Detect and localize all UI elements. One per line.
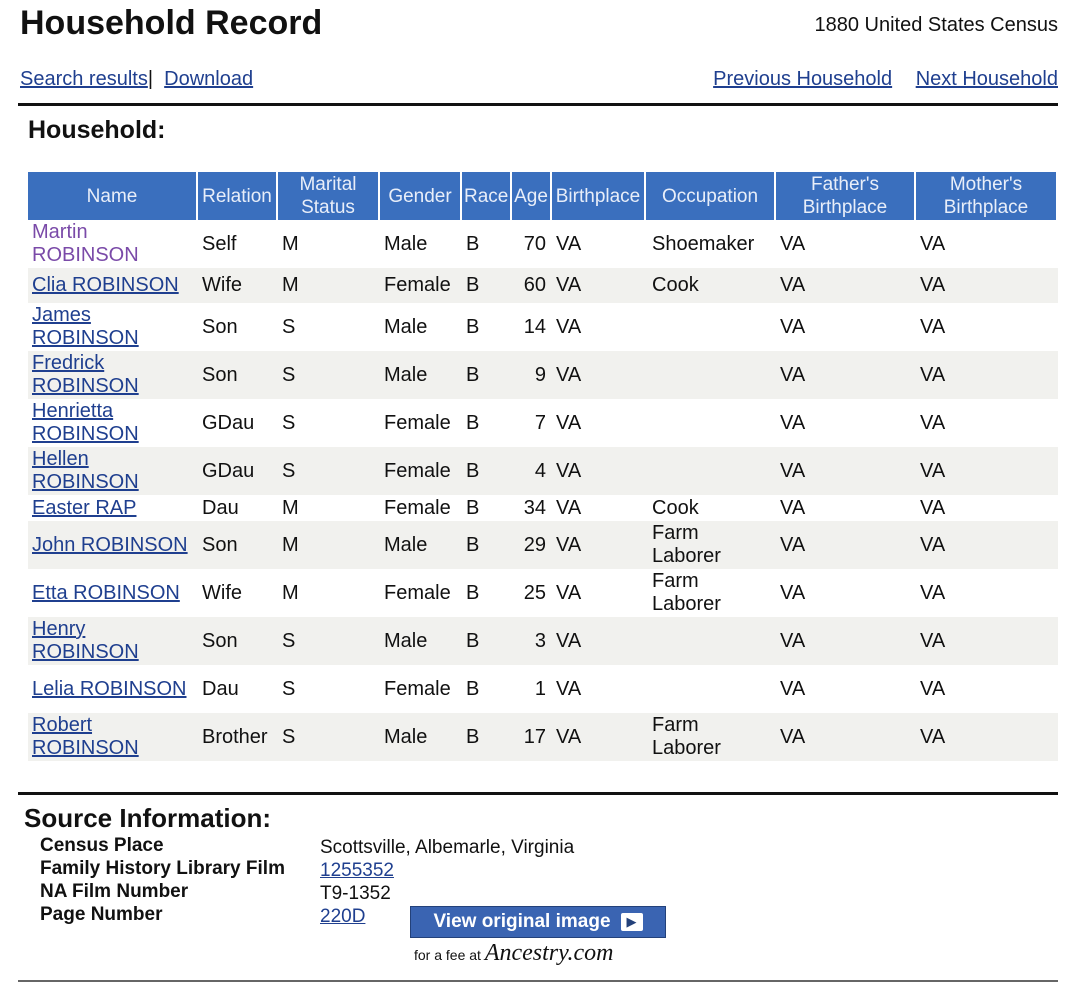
table-body: [28, 220, 1058, 761]
mother-birthplace-cell: VA: [916, 268, 1058, 303]
marital-status-cell: M: [282, 496, 299, 519]
divider: [18, 980, 1058, 982]
film-link[interactable]: 1255352: [320, 860, 394, 881]
occupation-cell: Cook: [646, 268, 776, 303]
age-cell: 17: [512, 713, 552, 761]
relation-cell: Son: [198, 521, 278, 569]
occupation-cell: [646, 351, 776, 399]
relation-cell: GDau: [198, 447, 278, 495]
mother-birthplace-cell: VA: [920, 496, 946, 519]
marital-status-cell: S: [282, 677, 296, 700]
race-cell: B: [462, 617, 512, 665]
table-row: [28, 569, 1058, 617]
relation-cell: Dau: [202, 496, 239, 519]
race-cell: B: [462, 713, 512, 761]
father-birthplace-cell: VA: [776, 521, 916, 569]
relation-cell: Son: [202, 315, 238, 338]
col-father-birthplace[interactable]: Father's Birthplace: [776, 172, 916, 220]
view-original-image-button[interactable]: [410, 906, 666, 938]
age-cell: 1: [534, 677, 546, 700]
name-cell: [28, 303, 198, 351]
col-marital-status[interactable]: Marital Status: [278, 172, 380, 220]
marital-status-cell: S: [278, 447, 380, 495]
race-cell: B: [466, 581, 480, 604]
page-title: Household Record: [20, 4, 323, 42]
occupation-cell: [646, 665, 776, 713]
marital-status-cell: S: [278, 351, 380, 399]
search-results-link[interactable]: Search results: [20, 68, 148, 90]
fee-note: [414, 940, 613, 967]
race-cell: B: [466, 411, 480, 434]
father-birthplace-cell: VA: [780, 677, 806, 700]
occupation-cell: [646, 617, 776, 665]
birthplace-cell: VA: [552, 351, 646, 399]
na-film-label: NA Film Number: [40, 881, 189, 902]
age-cell: 9: [512, 351, 552, 399]
relation-cell: Wife: [202, 581, 242, 604]
name-cell: [28, 665, 198, 713]
birthplace-cell: VA: [556, 411, 582, 434]
name-cell: [28, 447, 198, 495]
gender-cell: Male: [384, 315, 428, 338]
relation-cell: Brother: [198, 713, 278, 761]
col-relation[interactable]: Relation: [198, 172, 278, 220]
table-row: [28, 268, 1058, 303]
divider: [18, 792, 1058, 795]
marital-status-cell: M: [278, 268, 380, 303]
gender-cell: Male: [384, 232, 428, 255]
birthplace-cell: VA: [552, 713, 646, 761]
father-birthplace-cell: VA: [776, 351, 916, 399]
occupation-cell: Cook: [652, 496, 699, 519]
table-row: [28, 447, 1058, 495]
gender-cell: Female: [384, 496, 451, 519]
col-birthplace[interactable]: Birthplace: [552, 172, 646, 220]
person-name-link[interactable]: Etta ROBINSON: [32, 581, 180, 604]
mother-birthplace-cell: VA: [916, 713, 1058, 761]
table-row: [28, 399, 1058, 447]
table-row: [28, 220, 1058, 268]
mother-birthplace-cell: VA: [920, 315, 946, 338]
gender-cell: Female: [380, 447, 462, 495]
divider: [18, 103, 1058, 106]
age-cell: 60: [512, 268, 552, 303]
name-cell: [28, 351, 198, 399]
father-birthplace-cell: VA: [776, 617, 916, 665]
race-cell: B: [462, 268, 512, 303]
occupation-cell: [646, 303, 776, 351]
marital-status-cell: S: [278, 713, 380, 761]
birthplace-cell: VA: [556, 581, 582, 604]
occupation-cell: Farm Laborer: [652, 570, 721, 615]
person-name-link[interactable]: John ROBINSON: [32, 533, 188, 556]
person-name-link[interactable]: Easter RAP: [32, 496, 137, 519]
gender-cell: Male: [380, 351, 462, 399]
ancestry-logo[interactable]: Ancestry.com: [484, 940, 614, 966]
race-cell: B: [466, 232, 480, 255]
gender-cell: Male: [380, 617, 462, 665]
census-name: 1880 United States Census: [814, 14, 1058, 36]
birthplace-cell: VA: [556, 315, 582, 338]
table-row: [28, 617, 1058, 665]
col-gender[interactable]: Gender: [380, 172, 462, 220]
occupation-cell: [646, 399, 776, 447]
name-cell: [28, 495, 198, 521]
gender-cell: Female: [384, 677, 451, 700]
father-birthplace-cell: VA: [780, 496, 806, 519]
table-header-row: [28, 172, 1058, 220]
gender-cell: Male: [380, 713, 462, 761]
household-table: [28, 172, 1058, 761]
marital-status-cell: M: [282, 232, 299, 255]
father-birthplace-cell: VA: [776, 713, 916, 761]
race-cell: B: [462, 521, 512, 569]
birthplace-cell: VA: [556, 496, 582, 519]
nav-separator: |: [147, 68, 154, 90]
person-name-link[interactable]: Henry ROBINSON: [32, 618, 139, 663]
gender-cell: Female: [384, 581, 451, 604]
age-cell: 70: [523, 232, 546, 255]
download-link[interactable]: Download: [164, 68, 254, 90]
father-birthplace-cell: VA: [780, 411, 806, 434]
name-cell: [28, 220, 198, 268]
mother-birthplace-cell: VA: [920, 232, 946, 255]
census-place-label: Census Place: [40, 835, 164, 856]
age-cell: 3: [512, 617, 552, 665]
gender-cell: Female: [384, 411, 451, 434]
race-cell: B: [466, 496, 480, 519]
household-heading: Household:: [28, 116, 166, 144]
race-cell: B: [466, 315, 480, 338]
table-row: [28, 521, 1058, 569]
person-name-link[interactable]: Martin ROBINSON: [32, 221, 139, 266]
relation-cell: Self: [202, 232, 237, 255]
name-cell: [28, 268, 198, 303]
fee-text: for a fee at: [414, 947, 481, 963]
mother-birthplace-cell: VA: [916, 521, 1058, 569]
marital-status-cell: S: [278, 617, 380, 665]
col-occupation[interactable]: Occupation: [646, 172, 776, 220]
age-cell: 7: [534, 411, 546, 434]
race-cell: B: [462, 447, 512, 495]
father-birthplace-cell: VA: [780, 232, 806, 255]
age-cell: 4: [512, 447, 552, 495]
mother-birthplace-cell: VA: [916, 447, 1058, 495]
page-number-link[interactable]: 220D: [320, 906, 366, 927]
gender-cell: Female: [380, 268, 462, 303]
col-race[interactable]: Race: [462, 172, 512, 220]
marital-status-cell: M: [282, 581, 299, 604]
census-place-value: Scottsville, Albemarle, Virginia: [320, 837, 575, 858]
age-cell: 29: [512, 521, 552, 569]
person-name-link[interactable]: Clia ROBINSON: [32, 274, 179, 296]
table-row: [28, 713, 1058, 761]
occupation-cell: Farm Laborer: [646, 521, 776, 569]
occupation-cell: Farm Laborer: [646, 713, 776, 761]
relation-cell: GDau: [202, 411, 255, 434]
race-cell: B: [466, 677, 480, 700]
mother-birthplace-cell: VA: [920, 411, 946, 434]
birthplace-cell: VA: [552, 521, 646, 569]
col-name[interactable]: Name: [28, 172, 198, 220]
col-mother-birthplace[interactable]: Mother's Birthplace: [916, 172, 1058, 220]
table-row: [28, 303, 1058, 351]
person-name-link[interactable]: Fredrick ROBINSON: [32, 352, 139, 397]
person-name-link[interactable]: James ROBINSON: [32, 304, 139, 349]
race-cell: B: [462, 351, 512, 399]
relation-cell: Son: [198, 617, 278, 665]
name-cell: [28, 521, 198, 569]
birthplace-cell: VA: [556, 677, 582, 700]
na-film-value: T9-1352: [320, 883, 391, 904]
mother-birthplace-cell: VA: [920, 677, 946, 700]
next-household-link[interactable]: Next Household: [915, 68, 1058, 90]
arrow-right-icon: ▶: [621, 913, 643, 931]
previous-household-link[interactable]: Previous Household: [713, 68, 893, 90]
person-name-link[interactable]: Robert ROBINSON: [32, 714, 139, 759]
mother-birthplace-cell: VA: [920, 581, 946, 604]
page-number-label: Page Number: [40, 904, 163, 925]
name-cell: [28, 617, 198, 665]
occupation-cell: Shoemaker: [652, 232, 755, 255]
film-label: Family History Library Film: [40, 858, 285, 879]
person-name-link[interactable]: Hellen ROBINSON: [32, 448, 139, 493]
nav-left: [20, 68, 253, 91]
gender-cell: Male: [380, 521, 462, 569]
nav-right: [695, 68, 1058, 91]
table-row: [28, 665, 1058, 713]
marital-status-cell: M: [278, 521, 380, 569]
table-row: [28, 351, 1058, 399]
marital-status-cell: S: [282, 315, 296, 338]
age-cell: 14: [523, 315, 546, 338]
occupation-cell: [646, 447, 776, 495]
relation-cell: Son: [198, 351, 278, 399]
father-birthplace-cell: VA: [776, 447, 916, 495]
birthplace-cell: VA: [552, 447, 646, 495]
person-name-link[interactable]: Lelia ROBINSON: [32, 677, 187, 700]
mother-birthplace-cell: VA: [916, 351, 1058, 399]
mother-birthplace-cell: VA: [916, 617, 1058, 665]
birthplace-cell: VA: [552, 617, 646, 665]
birthplace-cell: VA: [552, 268, 646, 303]
father-birthplace-cell: VA: [780, 581, 806, 604]
father-birthplace-cell: VA: [780, 315, 806, 338]
person-name-link[interactable]: Henrietta ROBINSON: [32, 400, 139, 445]
source-heading: Source Information:: [24, 803, 272, 833]
birthplace-cell: VA: [556, 232, 582, 255]
relation-cell: Dau: [202, 677, 239, 700]
name-cell: [28, 399, 198, 447]
father-birthplace-cell: VA: [776, 268, 916, 303]
table-row: [28, 495, 1058, 521]
marital-status-cell: S: [282, 411, 296, 434]
relation-cell: Wife: [198, 268, 278, 303]
age-cell: 25: [523, 581, 546, 604]
name-cell: [28, 569, 198, 617]
name-cell: [28, 713, 198, 761]
col-age[interactable]: Age: [512, 172, 552, 220]
age-cell: 34: [523, 496, 546, 519]
view-original-image-label: View original image: [433, 911, 611, 932]
